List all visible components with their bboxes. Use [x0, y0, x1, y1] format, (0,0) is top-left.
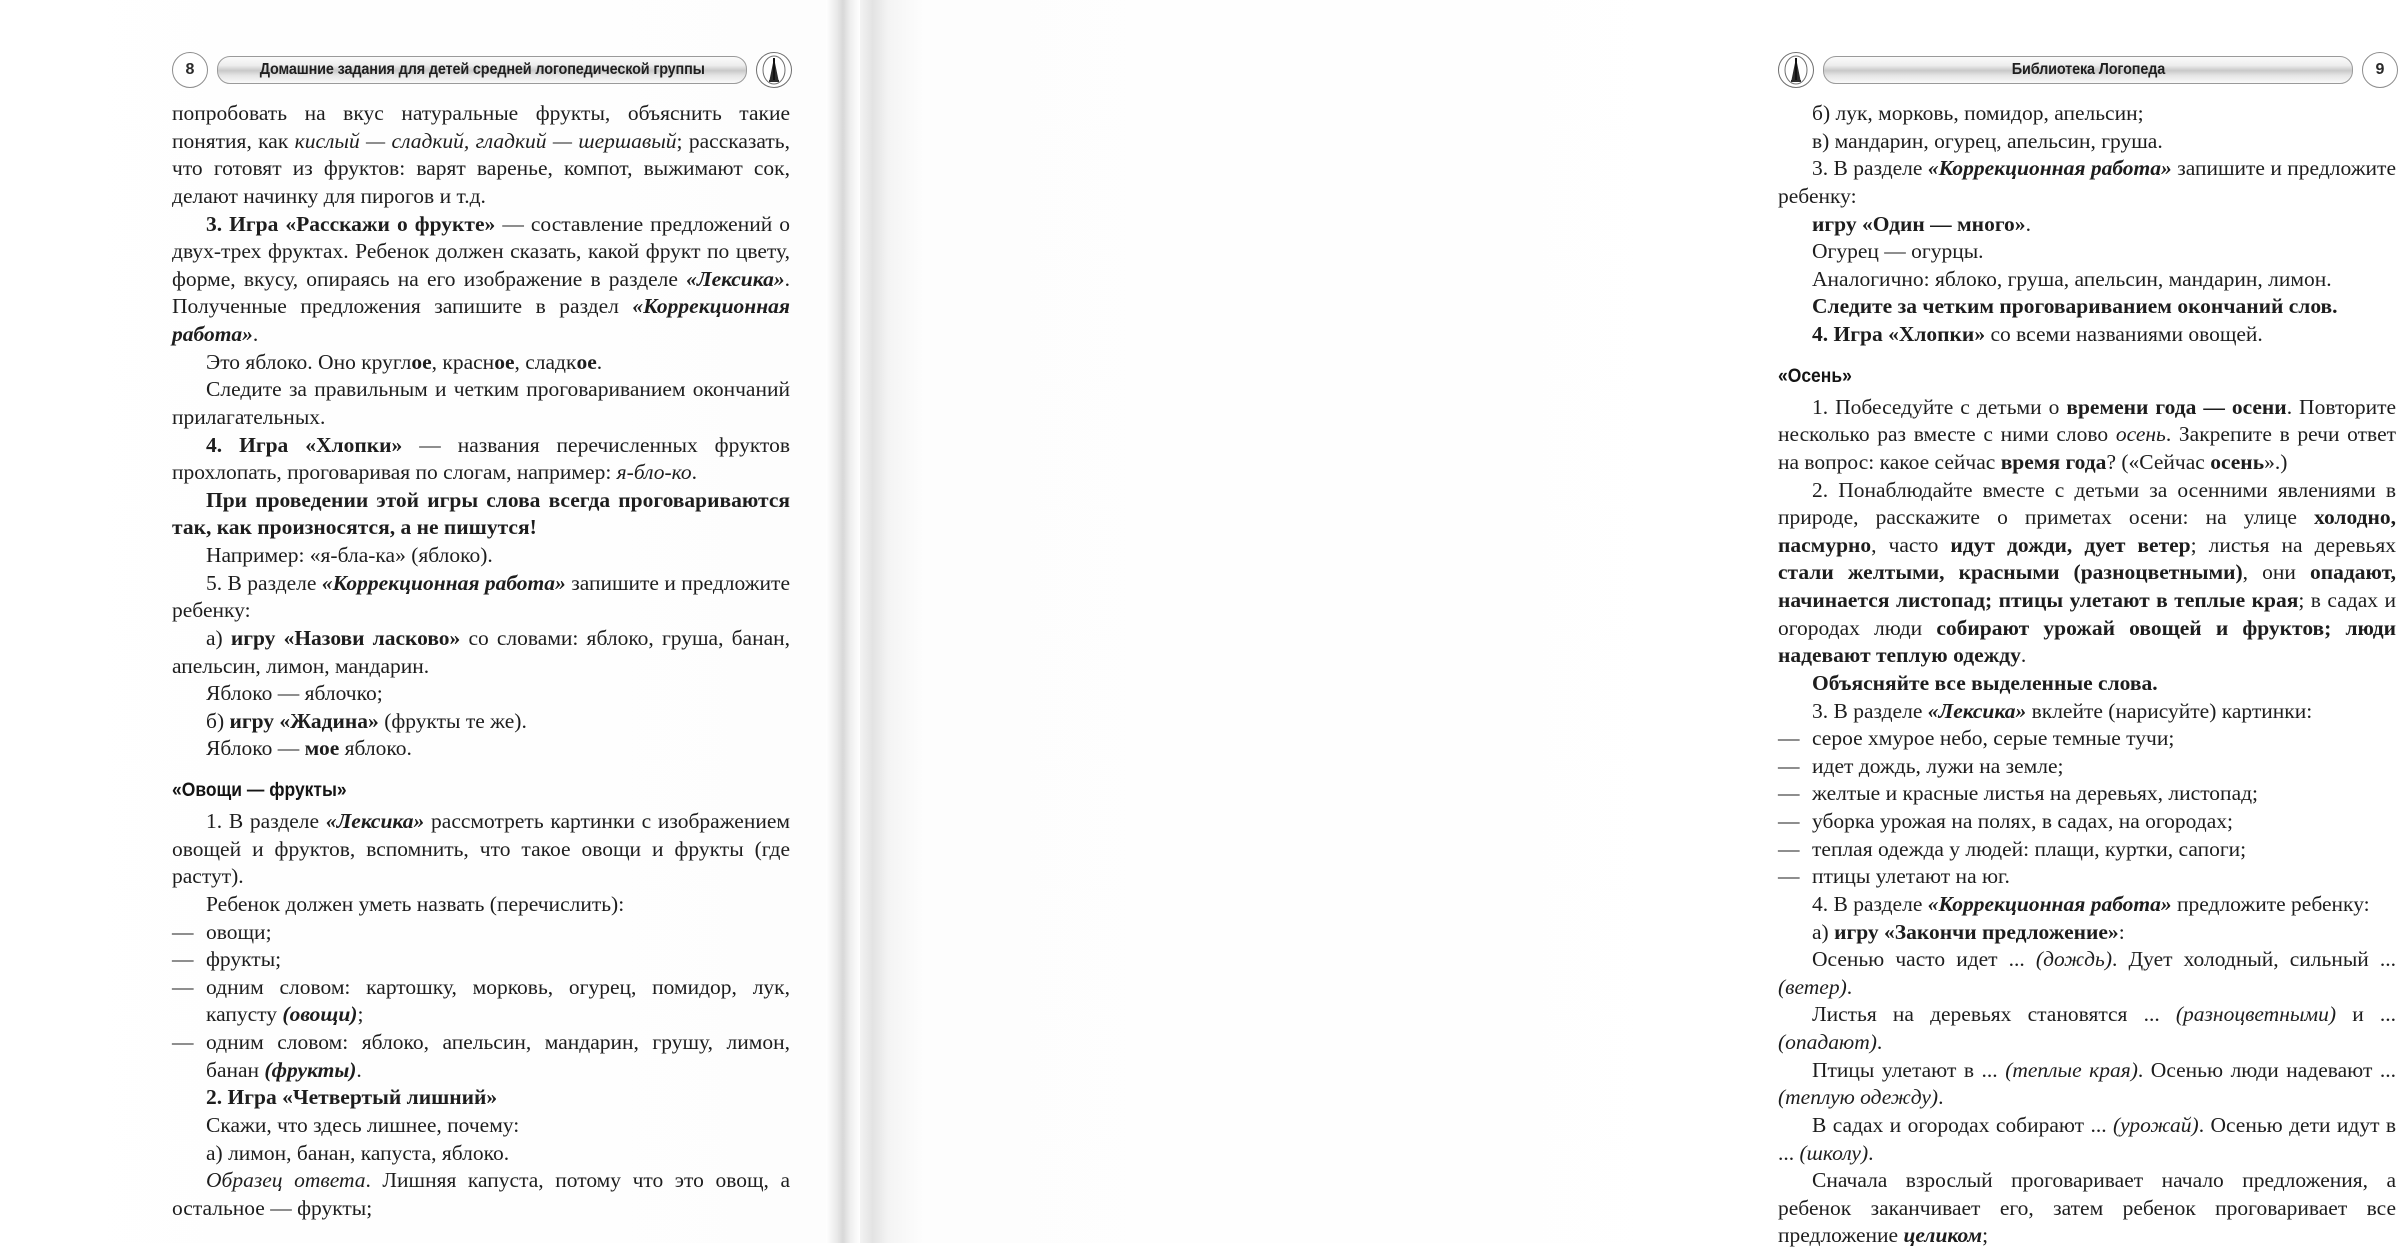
text-run: игру «Назови ласково»: [230, 625, 461, 650]
text-run: «Коррекционная работа»: [1927, 156, 2172, 181]
text-run: холодно, пасмурно: [1778, 505, 2396, 557]
paragraph: [172, 708, 790, 736]
text-run: .: [596, 349, 603, 374]
text-run: .: [2020, 643, 2027, 668]
text-run: . Дует холодный, сильный ...: [2111, 947, 2396, 972]
text-run: времени года — осени: [2066, 394, 2287, 419]
text-run: осень: [2210, 449, 2265, 474]
text-run: мое: [304, 736, 340, 761]
paragraph: [1778, 238, 2396, 266]
paragraph: [172, 625, 790, 680]
text-run: . Осенью люди надевают ...: [2137, 1057, 2397, 1082]
text-run: 4. В разделе: [1812, 891, 1928, 916]
text-run: Листья на деревьях становятся ...: [1812, 1002, 2176, 1027]
paragraph: [1778, 477, 2396, 670]
text-run: .: [1846, 974, 1853, 999]
text-run: (фрукты те же).: [378, 708, 527, 733]
paragraph: [1778, 670, 2396, 698]
paragraph: [172, 946, 790, 974]
paragraph: [1778, 293, 2396, 321]
paragraph: [172, 1029, 790, 1084]
text-run: Следите за правильным и четким проговариванием окончаний прилагательных.: [172, 377, 790, 429]
text-run: .: [252, 322, 259, 346]
text-run: ;: [1982, 1223, 1989, 1248]
paragraph: [172, 432, 790, 487]
text-run: желтые и красные листья на деревьях, листопад;: [1812, 781, 2259, 806]
text-run: овощи;: [206, 919, 272, 944]
text-run: со всеми названиями овощей.: [1985, 322, 2263, 346]
paragraph: [1778, 698, 2396, 726]
text-run: запишите и предложите ребенку:: [172, 570, 790, 623]
paragraph: [172, 808, 790, 891]
text-run: Ребенок должен уметь назвать (перечислить):: [206, 891, 625, 916]
text-run: кислый — сладкий, гладкий — шершавый: [294, 128, 677, 153]
text-run: (дождь): [2035, 947, 2112, 972]
text-run: а): [1812, 919, 1835, 944]
text-run: а): [206, 625, 231, 650]
torch-emblem-icon: [1778, 52, 1814, 88]
text-run: серое хмурое небо, серые темные тучи;: [1812, 726, 2175, 751]
list-dash: —: [1778, 809, 1805, 833]
text-run: (разноцветными): [2175, 1002, 2337, 1027]
paragraph: [1778, 919, 2396, 947]
paragraph: [172, 680, 790, 708]
text-run: Скажи, что здесь лишнее, почему:: [206, 1112, 520, 1137]
text-run: одним словом: яблоко, апельсин, мандарин, грушу, лимон, банан: [206, 1030, 790, 1082]
right-block-one: [1778, 100, 2396, 349]
text-run: теплая одежда у людей: плащи, куртки, сапоги;: [1812, 836, 2247, 861]
text-run: осень: [2115, 422, 2166, 447]
text-run: одним словом: картошку, морковь, огурец, помидор, лук, капусту: [206, 974, 790, 1027]
paragraph: [172, 542, 790, 570]
text-run: яблоко.: [339, 736, 412, 761]
paragraph: [1778, 808, 2396, 836]
list-dash: —: [172, 919, 199, 944]
text-run: 1. В разделе: [206, 809, 326, 833]
text-run: (ветер): [1778, 974, 1847, 999]
right-page: [860, 0, 2397, 1248]
paragraph: [172, 349, 790, 377]
text-run: уборка урожая на полях, в садах, на огородах;: [1812, 809, 2233, 833]
paragraph: [1778, 394, 2396, 477]
text-run: опадают, начинается листопад; птицы улетают в теплые края: [1778, 560, 2396, 612]
paragraph: [1778, 1167, 2396, 1250]
text-run: стали желтыми, красными (разноцветными): [1778, 560, 2243, 585]
text-run: 2. Понаблюдайте вместе с детьми за осенними явлениями в природе, расскажите о приметах осени: на улице: [1778, 477, 2396, 530]
paragraph: [172, 735, 790, 763]
text-run: Это яблоко. Оно кругл: [206, 349, 412, 374]
left-running-head: [172, 52, 792, 88]
text-run: 3. В разделе: [1812, 698, 1928, 723]
paragraph: [1778, 1001, 2396, 1056]
running-title-left: Домашние задания для детей средней логопедической группы: [259, 61, 705, 78]
text-run: ? («Сейчас: [2106, 449, 2211, 474]
text-run: .: [1876, 1030, 1883, 1054]
left-block-one: [172, 100, 790, 763]
paragraph: [1778, 1057, 2396, 1112]
text-run: идет дождь, лужи на земле;: [1812, 753, 2064, 778]
text-run: со словами: яблоко, груша, банан, апельсин, лимон, мандарин.: [172, 625, 791, 678]
text-run: птицы улетают на юг.: [1812, 864, 2010, 889]
text-run: .: [356, 1057, 362, 1082]
text-run: В садах и огородах собирают ...: [1812, 1112, 2113, 1137]
paragraph: [1778, 321, 2396, 349]
text-run: .: [1868, 1140, 1874, 1165]
text-run: 2. Игра «Четвертый лишний»: [206, 1085, 498, 1110]
running-title-right: Библиотека Логопеда: [2011, 61, 2165, 78]
text-run: «Лексика»: [325, 809, 425, 833]
text-run: Сначала взрослый проговаривает начало предложения, а ребенок заканчивает его, затем ребенок проговаривает все предложение: [1778, 1168, 2396, 1248]
text-run: (фрукты): [264, 1057, 357, 1082]
text-run: я-бло-ко: [616, 460, 692, 485]
text-run: собирают урожай овощей и фруктов; люди надевают теплую одежду: [1778, 615, 2396, 668]
list-dash: —: [1778, 836, 1805, 861]
text-run: Следите за четким проговариванием окончаний слов.: [1812, 294, 2338, 319]
text-run: (теплые края): [2005, 1057, 2138, 1082]
book-gutter-shadow: [826, 0, 860, 1243]
paragraph: [1778, 753, 2396, 781]
text-run: игру «Закончи предложение»: [1834, 919, 2119, 944]
text-run: , часто: [1871, 532, 1951, 557]
page-number-left: 8: [172, 52, 208, 88]
paragraph: [1778, 780, 2396, 808]
paragraph: [172, 974, 790, 1029]
text-run: :: [2118, 919, 2125, 944]
text-run: попробовать на вкус натуральные фрукты, объяснить такие понятия, как: [172, 101, 790, 153]
text-run: б): [206, 708, 230, 733]
text-run: 5. В разделе: [206, 570, 322, 595]
text-run: 4. Игра «Хлопки»: [1812, 322, 1986, 346]
right-page-text-column: [1778, 100, 2396, 1250]
list-dash: —: [172, 1030, 199, 1054]
running-title-bar-left: [217, 56, 747, 84]
text-run: б) лук, морковь, помидор, апельсин;: [1812, 101, 2144, 125]
text-run: При проведении этой игры слова всегда проговариваются так, как произносятся, а не пишутся!: [172, 487, 790, 540]
text-run: ое: [494, 349, 515, 374]
text-run: целиком: [1903, 1223, 1983, 1248]
paragraph: [1778, 836, 2396, 864]
text-run: в) мандарин, огурец, апельсин, груша.: [1812, 128, 2163, 153]
text-run: игру «Жадина»: [229, 708, 379, 733]
text-run: Аналогично: яблоко, груша, апельсин, мандарин, лимон.: [1812, 266, 2332, 291]
section-heading-ovoshchi-frukty: «Овощи — фрукты»: [172, 780, 347, 801]
text-run: . Осенью дети идут в ...: [1778, 1112, 2396, 1165]
text-run: .: [1938, 1085, 1944, 1110]
right-block-two: [1778, 394, 2396, 1250]
text-run: .: [2025, 211, 2031, 236]
running-title-bar-right: [1823, 56, 2353, 84]
paragraph: [172, 570, 790, 625]
paragraph: [1778, 155, 2396, 210]
paragraph: [172, 1167, 790, 1222]
left-block-two: [172, 808, 790, 1222]
paragraph: [172, 891, 790, 919]
paragraph: [172, 487, 790, 542]
paragraph: [1778, 211, 2396, 239]
text-run: Например: «я-бла-ка» (яблоко).: [206, 543, 493, 567]
paragraph: [1778, 266, 2396, 294]
left-page-text-column: [172, 100, 790, 1222]
list-dash: —: [172, 947, 199, 972]
text-run: предложите ребенку:: [2171, 891, 2370, 916]
text-run: рассмотреть картинки с изображением овощей и фруктов, вспомнить, что такое овощи и фрукты (где растут).: [172, 809, 790, 889]
text-run: (опадают): [1778, 1030, 1877, 1054]
paragraph: [172, 376, 790, 431]
text-run: «Лексика»: [686, 266, 785, 291]
text-run: (урожай): [2112, 1112, 2199, 1137]
text-run: и ...: [2336, 1002, 2396, 1027]
section-heading-osen: «Осень»: [1778, 365, 1852, 387]
paragraph: [172, 211, 790, 349]
text-run: Осенью часто идет ...: [1812, 947, 2036, 972]
text-run: ое: [411, 349, 432, 374]
text-run: вклейте (нарисуйте) картинки:: [2026, 698, 2313, 723]
paragraph: [172, 1084, 790, 1112]
text-run: ое: [576, 349, 597, 374]
text-run: ».): [2264, 449, 2288, 474]
text-run: Яблоко — яблочко;: [206, 681, 383, 706]
text-run: .: [691, 460, 698, 485]
paragraph: [1778, 863, 2396, 891]
text-run: фрукты;: [206, 947, 282, 972]
list-dash: —: [172, 974, 199, 999]
paragraph: [172, 1140, 790, 1168]
list-dash: —: [1778, 781, 1805, 806]
torch-emblem-icon: [756, 52, 792, 88]
text-run: . Лишняя капуста, потому что это овощ, а остальное — фрукты;: [172, 1168, 790, 1220]
paragraph: [172, 100, 790, 211]
text-run: Яблоко —: [206, 736, 305, 761]
text-run: , сладк: [514, 349, 577, 374]
text-run: . Закрепите в речи ответ на вопрос: какое сейчас: [1778, 422, 2397, 474]
text-run: 3. Игра «Расскажи о фрукте»: [206, 211, 496, 236]
text-run: (школу): [1799, 1140, 1869, 1165]
text-run: , они: [2242, 560, 2311, 585]
text-run: (овощи): [282, 1002, 358, 1027]
paragraph: [1778, 725, 2396, 753]
text-run: запишите и предложите ребенку:: [1778, 156, 2396, 208]
text-run: ; рассказать, что готовят из фруктов: варят варенье, компот, выжимают сок, делают начинку для пирогов и т.д.: [172, 128, 790, 208]
paragraph: [1778, 100, 2396, 128]
text-run: игру «Один — много»: [1812, 211, 2026, 236]
text-run: «Коррекционная работа»: [321, 570, 566, 595]
text-run: ; листья на деревьях: [2190, 532, 2396, 557]
list-dash: —: [1778, 726, 1805, 751]
text-run: «Коррекционная работа»: [172, 294, 790, 346]
text-run: ;: [357, 1002, 364, 1027]
text-run: а) лимон, банан, капуста, яблоко.: [206, 1140, 510, 1165]
text-run: Птицы улетают в ...: [1812, 1057, 2006, 1082]
paragraph: [1778, 128, 2396, 156]
right-running-head: [1778, 52, 2398, 88]
text-run: время года: [2000, 449, 2107, 474]
text-run: — составление предложений о двух-трех фруктах. Ребенок должен сказать, какой фрукт по цвету, форме, вкусу, опираясь на его изображение в разделе: [172, 211, 791, 291]
text-run: Образец ответа: [206, 1168, 366, 1193]
paragraph: [1778, 891, 2396, 919]
paragraph: [172, 919, 790, 947]
text-run: . Полученные предложения запишите в раздел: [172, 266, 790, 319]
paragraph: [1778, 1112, 2396, 1167]
text-run: ; в садах и огородах люди: [1778, 588, 2396, 640]
left-page: [0, 0, 826, 1243]
text-run: идут дожди, дует ветер: [1950, 532, 2191, 557]
text-run: 4. Игра «Хлопки»: [206, 432, 403, 457]
paragraph: [172, 1112, 790, 1140]
text-run: Огурец — огурцы.: [1812, 239, 1984, 264]
text-run: — названия перечисленных фруктов прохлопать, проговаривая по слогам, например:: [172, 432, 791, 485]
paragraph: [1778, 946, 2396, 1001]
text-run: 3. В разделе: [1812, 156, 1928, 181]
list-dash: —: [1778, 864, 1805, 889]
text-run: Объясняйте все выделенные слова.: [1812, 670, 2158, 695]
page-number-right: 9: [2362, 52, 2398, 88]
text-run: . Повторите несколько раз вместе с ними слово: [1778, 394, 2397, 447]
text-run: «Лексика»: [1927, 698, 2027, 723]
text-run: , красн: [431, 349, 495, 374]
list-dash: —: [1778, 753, 1805, 778]
text-run: 1. Побеседуйте с детьми о: [1812, 394, 2067, 419]
text-run: (теплую одежду): [1778, 1085, 1939, 1110]
text-run: «Коррекционная работа»: [1927, 891, 2172, 916]
